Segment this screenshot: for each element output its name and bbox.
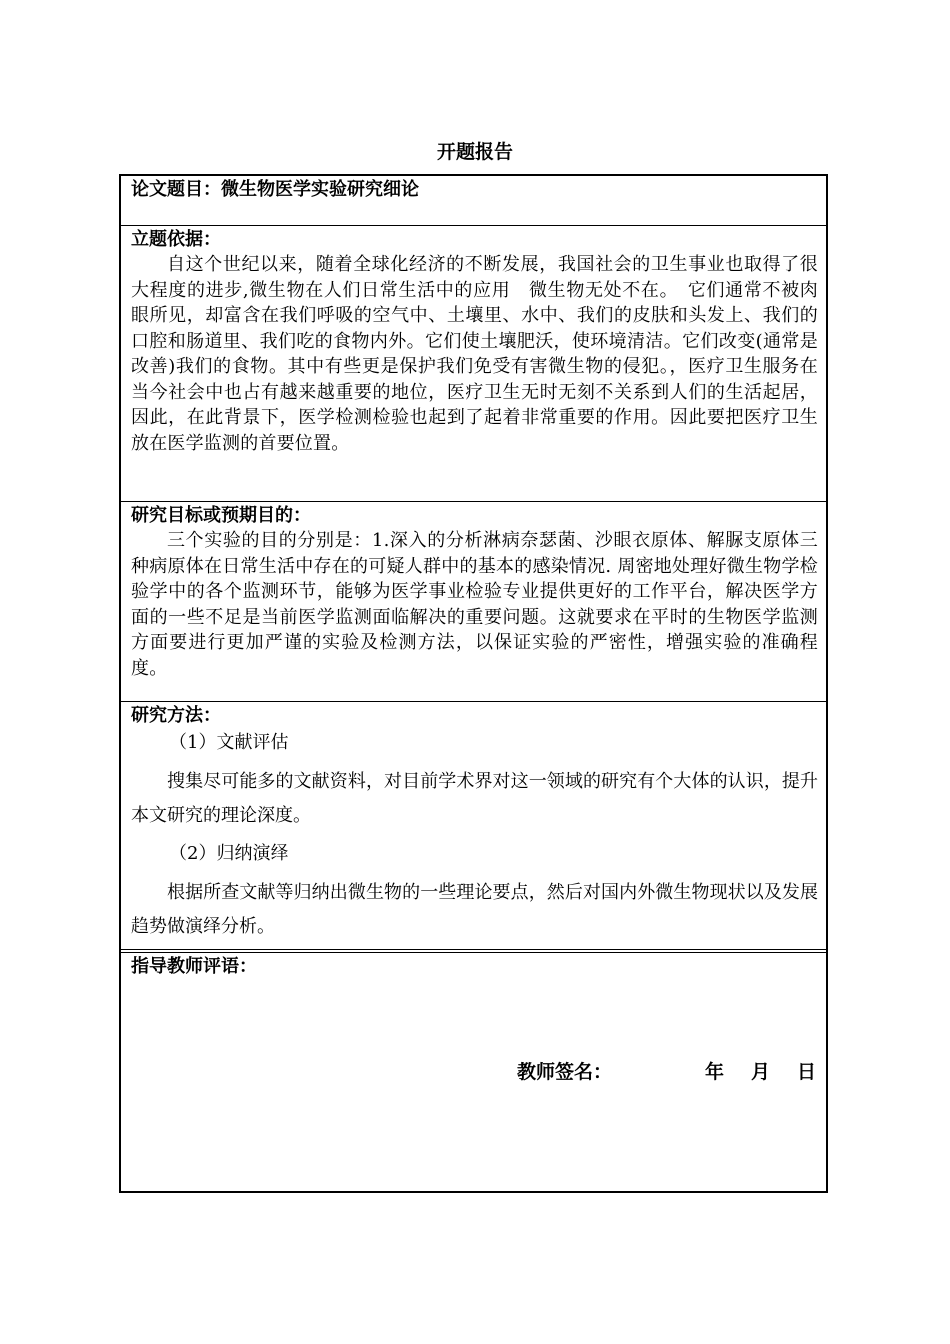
goals-text: 三个实验的目的分别是：1.深入的分析淋病奈瑟菌、沙眼衣原体、解脲支原体三种病原体在日常生活中存在的可疑人群中的基本的感染情况. 周密地处理好微生物学检验学中的各个监测环节，能够为医学事业检验专业提供更好的工作平台，解决医学方面的一些不足是当前医学监测面临解决的重要问题。这就要求在平时的生物医学监测方面要进行更加严谨的实验及检测方法，以保证实验的严密性，增强实验的准确程度。 <box>131 530 818 679</box>
method-2-text: 根据所查文献等归纳出微生物的一些理论要点，然后对国内外微生物现状以及发展趋势做演绎分析。 <box>131 882 818 937</box>
methods-heading: 研究方法： <box>131 705 221 726</box>
topic-row <box>121 176 826 225</box>
advisor-heading: 指导教师评语： <box>131 956 257 977</box>
topic-value: 微生物医学实验研究细论 <box>221 179 419 200</box>
advisor-row <box>121 949 826 1191</box>
basis-row <box>121 225 837 501</box>
basis-heading: 立题依据： <box>131 229 221 250</box>
date-month: 月 <box>751 1061 771 1083</box>
method-1-text: 搜集尽可能多的文献资料，对目前学术界对这一领域的研究有个大体的认识，提升本文研究的理论深度。 <box>131 771 818 826</box>
date-day: 日 <box>797 1061 817 1083</box>
topic-label: 论文题目： <box>131 179 221 200</box>
methods-row <box>121 701 826 949</box>
topic-heading <box>121 178 826 202</box>
page-title: 开题报告 <box>436 141 513 163</box>
teacher-signature-label: 教师签名： <box>517 1061 613 1083</box>
method-2-title: （2）归纳演绎 <box>169 843 289 864</box>
goals-heading: 研究目标或预期目的： <box>131 505 311 526</box>
proposal-form-table <box>119 174 837 1193</box>
date-year: 年 <box>705 1061 725 1083</box>
goals-row <box>121 501 826 701</box>
basis-text: 自这个世纪以来，随着全球化经济的不断发展，我国社会的卫生事业也取得了很大程度的进步,微生物在人们日常生活中的应用 微生物无处不在。 它们通常不被肉眼所见，却富含在我们呼吸的空气中、土壤里、水中、我们的皮肤和头发上、我们的 口腔和肠道里、我们吃的食物内外。它们使土壤肥沃，使环境清洁。它们改变(通常是改善)我们的食物。其中有些更是保护我们免受有害微生物的侵犯。，医疗卫生服务在当今社会中也占有越来越重要的地位，医疗卫生无时无刻不关系到人们的生活起居，因此，在此背景下，医学检测检验也起到了起着非常重要的作用。因此要把医疗卫生放在医学监测的首要位置。 <box>131 254 837 454</box>
method-1-title: （1）文献评估 <box>169 732 289 753</box>
signature-date <box>705 1057 816 1084</box>
